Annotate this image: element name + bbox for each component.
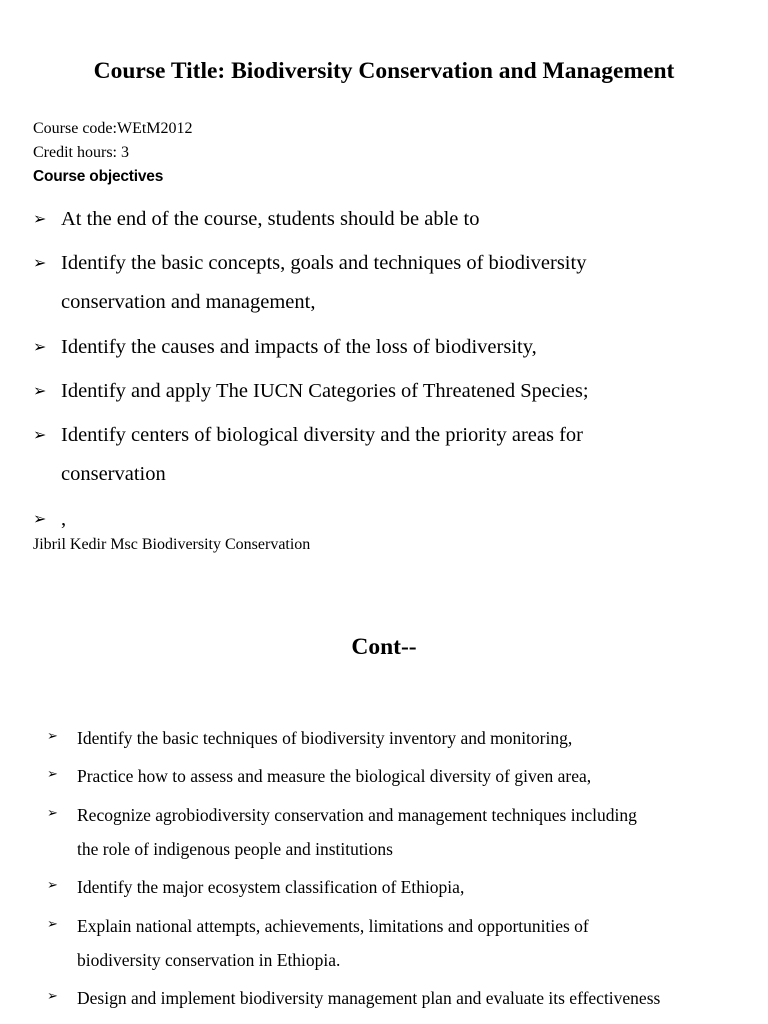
objective-text: Design and implement biodiversity management plan and evaluate its effectiveness (77, 988, 661, 1008)
objective-text-continued: biodiversity conservation in Ethiopia. (77, 950, 341, 970)
arrowhead-bullet-icon: ➢ (33, 383, 47, 400)
objectives-heading: Course objectives (33, 168, 164, 185)
slide-footer: Jibril Kedir Msc Biodiversity Conservation (33, 536, 311, 553)
arrowhead-bullet-icon: ➢ (33, 427, 47, 444)
arrowhead-bullet-icon: ➢ (47, 988, 58, 1003)
objective-text: Identify and apply The IUCN Categories of Threatened Species; (61, 380, 589, 402)
arrowhead-bullet-icon: ➢ (33, 255, 47, 272)
objective-text: Identify the major ecosystem classification of Ethiopia, (77, 877, 465, 897)
arrowhead-bullet-icon: ➢ (33, 511, 47, 528)
arrowhead-bullet-icon: ➢ (47, 805, 58, 820)
arrowhead-bullet-icon: ➢ (33, 211, 47, 228)
objective-text: Identify the basic techniques of biodiversity inventory and monitoring, (77, 728, 573, 748)
objective-text-continued: conservation (61, 463, 166, 485)
objective-text: Explain national attempts, achievements, limitations and opportunities of (77, 916, 589, 936)
arrowhead-bullet-icon: ➢ (47, 728, 58, 743)
objective-text: Identify centers of biological diversity and the priority areas for (61, 424, 583, 446)
objective-text-continued: the role of indigenous people and institutions (77, 839, 393, 859)
arrowhead-bullet-icon: ➢ (47, 916, 58, 931)
objective-text: , (61, 508, 67, 530)
objective-text: Practice how to assess and measure the biological diversity of given area, (77, 766, 592, 786)
arrowhead-bullet-icon: ➢ (47, 766, 58, 781)
course-title: Course Title: Biodiversity Conservation and Management (93, 58, 675, 84)
objective-text: At the end of the course, students should be able to (61, 208, 480, 230)
continuation-title: Cont-- (351, 634, 417, 660)
arrowhead-bullet-icon: ➢ (33, 339, 47, 356)
arrowhead-bullet-icon: ➢ (47, 877, 58, 892)
objective-text: Identify the basic concepts, goals and techniques of biodiversity (61, 252, 587, 274)
objective-text-continued: conservation and management, (61, 291, 316, 313)
objective-text: Recognize agrobiodiversity conservation and management techniques including (77, 805, 637, 825)
objective-text: Identify the causes and impacts of the loss of biodiversity, (61, 336, 537, 358)
course-code: Course code:WEtM2012 (33, 120, 193, 137)
credit-hours: Credit hours: 3 (33, 144, 129, 161)
